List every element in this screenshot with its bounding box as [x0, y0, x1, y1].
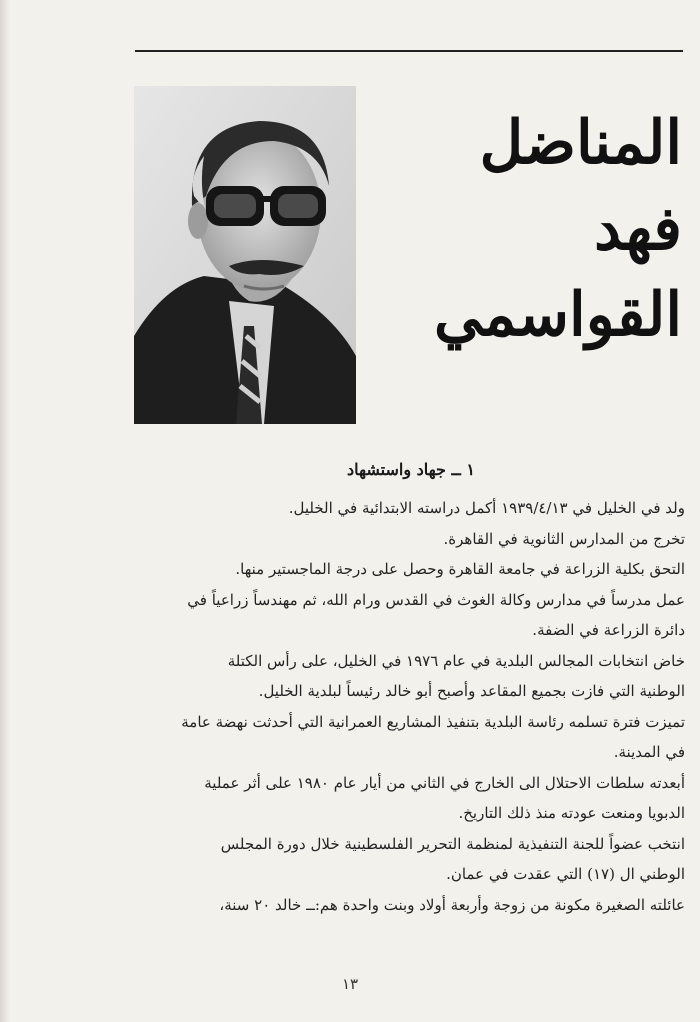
page-number: ١٣: [341, 975, 359, 993]
text-line: تخرج من المدارس الثانوية في القاهرة.: [443, 529, 685, 548]
text-line: عائلته الصغيرة مكونة من زوجة وأربعة أولاد وبنت واحدة هم:ــ خالد ٢٠ سنة،: [219, 895, 685, 914]
text-line: دائرة الزراعة في الضفة.: [532, 621, 685, 639]
text-line: أبعدته سلطات الاحتلال الى الخارج في الثاني من أيار عام ١٩٨٠ على أثر عملية: [204, 773, 685, 792]
text-line: عمل مدرساً في مدارس وكالة الغوث في القدس ورام الله، ثم مهندساً زراعياً في: [187, 590, 685, 609]
text-line: الوطنية التي فازت بجميع المقاعد وأصبح أبو خالد رئيساً لبلدية الخليل.: [258, 682, 685, 700]
top-rule: [135, 50, 683, 52]
section-heading: ١ ــ جهاد واستشهاد: [347, 460, 475, 479]
text-line: الوطني ال (١٧) التي عقدت في عمان.: [446, 865, 685, 883]
text-line: التحق بكلية الزراعة في جامعة القاهرة وحصل على درجة الماجستير منها.: [235, 560, 685, 578]
text-line: تميزت فترة تسلمه رئاسة البلدية بتنفيذ المشاريع العمرانية التي أحدثت نهضة عامة: [181, 712, 685, 731]
text-line: انتخب عضواً للجنة التنفيذية لمنظمة التحرير الفلسطينية خلال دورة المجلس: [220, 834, 685, 853]
title-line-2: فهد: [594, 194, 682, 264]
text-line: ولد في الخليل في ١٩٣٩/٤/١٣ أكمل دراسته الابتدائية في الخليل.: [288, 499, 685, 517]
title-line-3: القواسمي: [434, 280, 682, 350]
text-line: الدبويا ومنعت عودته منذ ذلك التاريخ.: [458, 804, 685, 822]
text-line: خاض انتخابات المجالس البلدية في عام ١٩٧٦ في الخليل، على رأس الكتلة: [227, 651, 685, 670]
page-edge: [0, 0, 10, 1022]
biography-text: [110, 493, 685, 920]
text-line: في المدينة.: [613, 743, 685, 761]
title-line-1: المناضل: [479, 108, 682, 178]
portrait-photo: [134, 86, 356, 424]
title-block: [420, 100, 682, 358]
